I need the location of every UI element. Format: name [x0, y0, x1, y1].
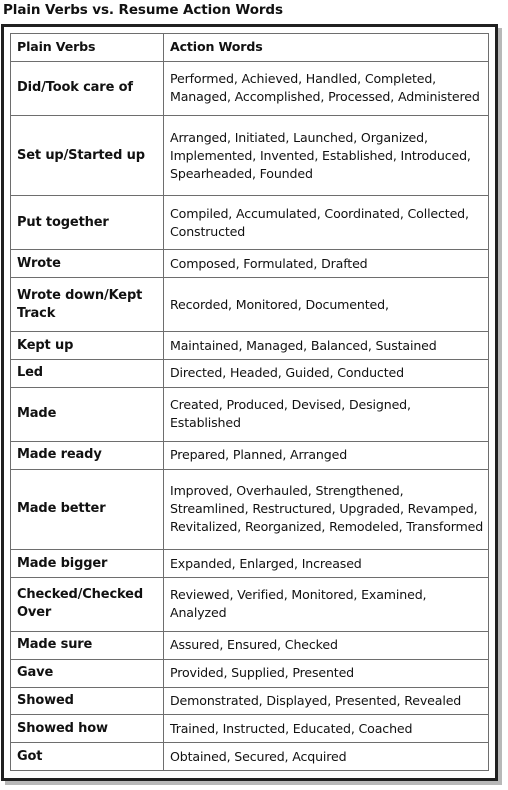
action-words-cell: Created, Produced, Devised, Designed, Established — [164, 387, 489, 441]
table-header-row — [11, 34, 489, 62]
action-words-cell: Directed, Headed, Guided, Conducted — [164, 360, 489, 388]
action-words-cell: Arranged, Initiated, Launched, Organized, Implemented, Invented, Established, Introduced, Spearheaded, Founded — [164, 115, 489, 195]
table-row — [11, 250, 489, 278]
plain-verb-cell: Checked/Checked Over — [11, 577, 164, 631]
plain-verb-cell: Set up/Started up — [11, 115, 164, 195]
plain-verb-cell: Kept up — [11, 332, 164, 360]
table-row — [11, 715, 489, 743]
plain-verb-cell: Gave — [11, 659, 164, 687]
action-words-cell: Compiled, Accumulated, Coordinated, Collected, Constructed — [164, 196, 489, 250]
action-words-cell: Trained, Instructed, Educated, Coached — [164, 715, 489, 743]
table-row — [11, 278, 489, 332]
page-title: Plain Verbs vs. Resume Action Words — [3, 2, 283, 18]
header-action-words: Action Words — [164, 34, 489, 62]
plain-verb-cell: Did/Took care of — [11, 61, 164, 115]
table-row — [11, 196, 489, 250]
action-words-cell: Demonstrated, Displayed, Presented, Revealed — [164, 687, 489, 715]
action-words-cell: Expanded, Enlarged, Increased — [164, 550, 489, 578]
action-words-cell: Provided, Supplied, Presented — [164, 659, 489, 687]
plain-verb-cell: Showed — [11, 687, 164, 715]
table-row — [11, 115, 489, 195]
verbs-table — [10, 33, 489, 771]
table-row — [11, 577, 489, 631]
action-words-cell: Prepared, Planned, Arranged — [164, 441, 489, 469]
plain-verb-cell: Made better — [11, 469, 164, 549]
table-row — [11, 469, 489, 549]
action-words-cell: Assured, Ensured, Checked — [164, 632, 489, 660]
table-row — [11, 632, 489, 660]
table-row — [11, 743, 489, 771]
plain-verb-cell: Made sure — [11, 632, 164, 660]
plain-verb-cell: Made bigger — [11, 550, 164, 578]
table-row — [11, 659, 489, 687]
table-row — [11, 441, 489, 469]
plain-verb-cell: Wrote — [11, 250, 164, 278]
action-words-cell: Reviewed, Verified, Monitored, Examined, Analyzed — [164, 577, 489, 631]
table-row — [11, 61, 489, 115]
action-words-cell: Improved, Overhauled, Strengthened, Streamlined, Restructured, Upgraded, Revamped, Revitalized, Reorganized, Remodeled, Transformed — [164, 469, 489, 549]
table-row — [11, 332, 489, 360]
header-plain-verbs: Plain Verbs — [11, 34, 164, 62]
plain-verb-cell: Wrote down/Kept Track — [11, 278, 164, 332]
action-words-cell: Recorded, Monitored, Documented, — [164, 278, 489, 332]
plain-verb-cell: Showed how — [11, 715, 164, 743]
plain-verb-cell: Made — [11, 387, 164, 441]
plain-verb-cell: Made ready — [11, 441, 164, 469]
table-row — [11, 687, 489, 715]
action-words-cell: Maintained, Managed, Balanced, Sustained — [164, 332, 489, 360]
table-row — [11, 360, 489, 388]
table-row — [11, 550, 489, 578]
action-words-cell: Obtained, Secured, Acquired — [164, 743, 489, 771]
plain-verb-cell: Put together — [11, 196, 164, 250]
table-frame — [1, 24, 498, 781]
plain-verb-cell: Led — [11, 360, 164, 388]
action-words-cell: Composed, Formulated, Drafted — [164, 250, 489, 278]
action-words-cell: Performed, Achieved, Handled, Completed, Managed, Accomplished, Processed, Administered — [164, 61, 489, 115]
plain-verb-cell: Got — [11, 743, 164, 771]
table-row — [11, 387, 489, 441]
